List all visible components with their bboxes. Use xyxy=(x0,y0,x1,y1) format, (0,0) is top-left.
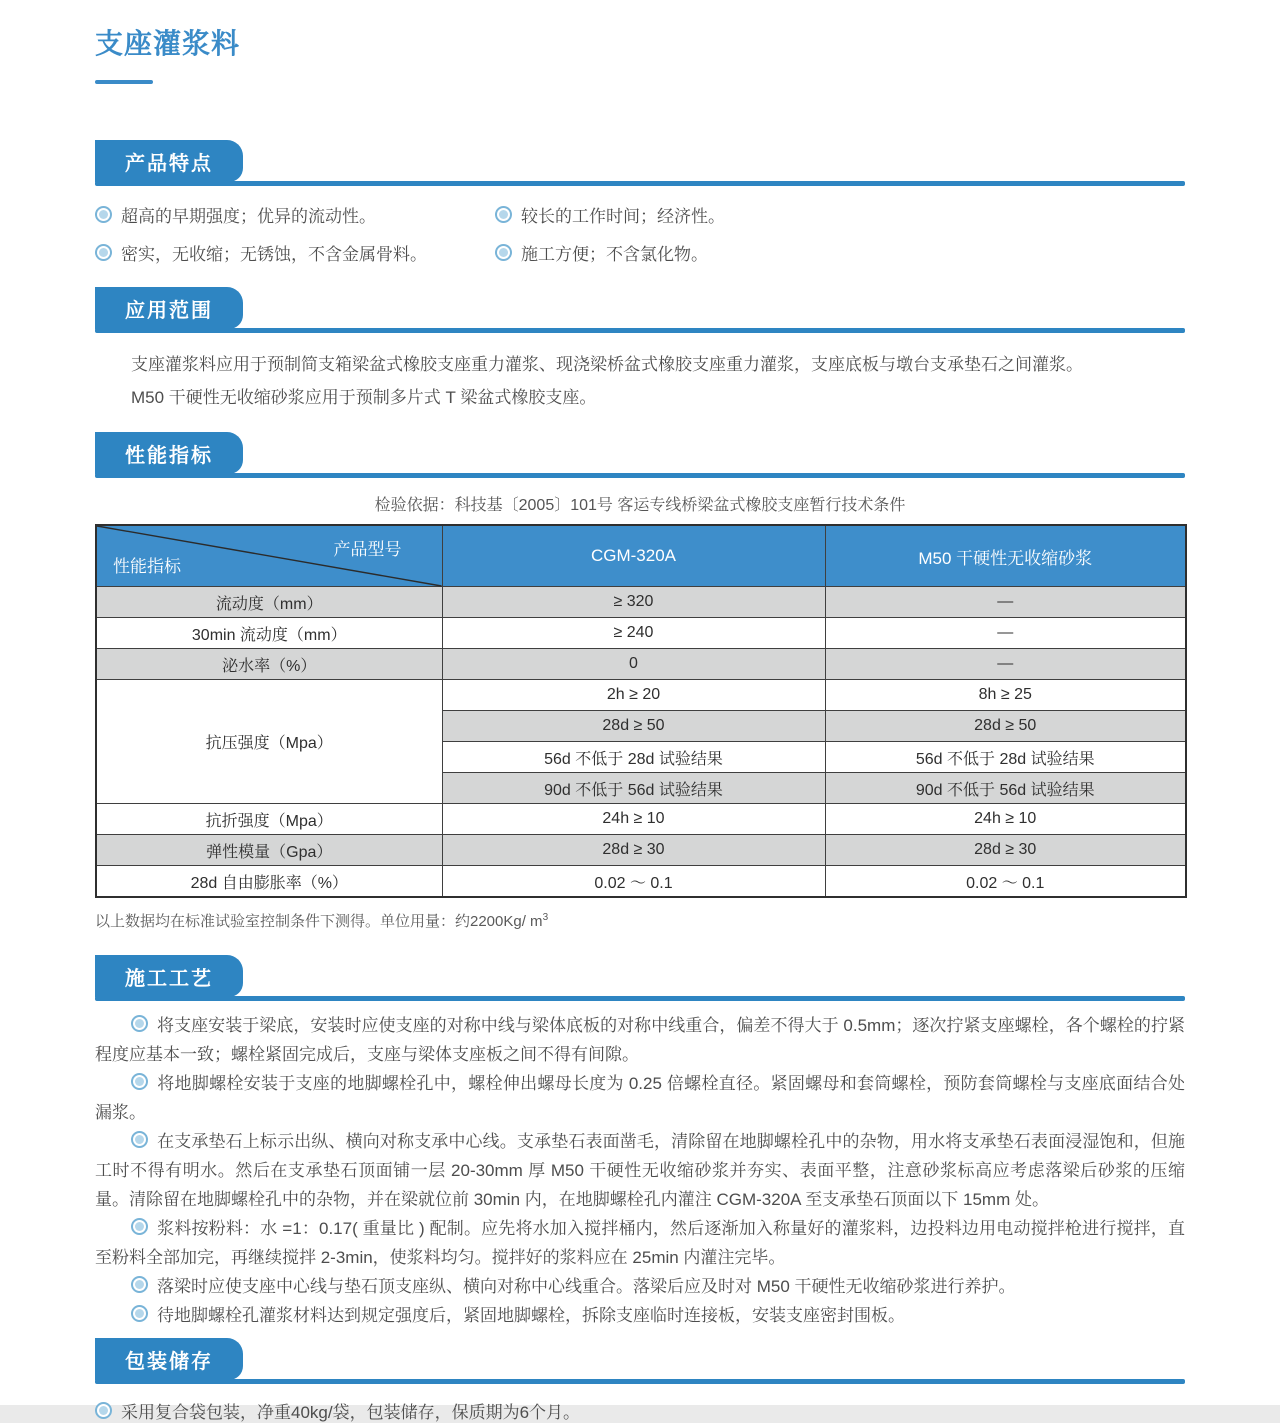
construction-step xyxy=(95,1069,1185,1127)
bullet-ring-dot xyxy=(135,1135,144,1144)
feature-text: 密实，无收缩；无锈蚀，不含金属骨料。 xyxy=(121,245,427,264)
tab-features: 产品特点 xyxy=(95,140,243,182)
construction-step xyxy=(95,1011,1185,1069)
page-title: 支座灌浆料 xyxy=(95,28,241,59)
section-divider-line xyxy=(95,473,1185,478)
section-packaging-header xyxy=(95,1338,1185,1384)
cell-value: — xyxy=(825,649,1186,680)
construction-step-text: 将支座安装于梁底，安装时应使支座的对称中线与梁体底板的对称中线重合，偏差不得大于 0.5mm；逐次拧紧支座螺栓，各个螺栓的拧紧程度应基本一致；螺栓紧固完成后，支座与梁体支座板之间不得有间隙。 xyxy=(95,1016,1185,1064)
table-row xyxy=(96,587,1186,618)
feature-text: 超高的早期强度；优异的流动性。 xyxy=(121,207,376,226)
cell-value: 8h ≥ 25 xyxy=(825,680,1186,711)
column-header-cgm320a: CGM-320A xyxy=(442,525,825,587)
bullet-ring-dot xyxy=(135,1280,144,1289)
bullet-ring-dot xyxy=(499,210,508,219)
construction-step-text: 浆料按粉料：水 =1：0.17( 重量比 ) 配制。应先将水加入搅拌桶内，然后逐渐加入称量好的灌浆料，边投料边用电动搅拌枪进行搅拌，直至粉料全部加完，再继续搅拌 2-3min，使浆料均匀。搅拌好的浆料应在 25min 内灌注完毕。 xyxy=(95,1219,1185,1267)
construction-step-text: 在支承垫石上标示出纵、横向对称支承中心线。支承垫石表面凿毛，清除留在地脚螺栓孔中的杂物，用水将支承垫石表面浸湿饱和，但施工时不得有明水。然后在支承垫石顶面铺一层 20-30mm 厚 M50 干硬性无收缩砂浆并夯实、表面平整，注意砂浆标高应考虑落梁后砂浆的压缩量。清除留在地脚螺栓孔中的杂物，并在梁就位前 30min 内，在地脚螺栓孔内灌注 CGM-320A 至支承垫石顶面以下 15mm 处。 xyxy=(95,1132,1185,1209)
cell-value: — xyxy=(825,618,1186,649)
table-footnote xyxy=(95,910,1185,931)
section-divider-line xyxy=(95,328,1185,333)
construction-step xyxy=(95,1214,1185,1272)
bullet-ring-icon xyxy=(131,1305,148,1322)
bullet-ring-icon xyxy=(131,1131,148,1148)
construction-step-text: 待地脚螺栓孔灌浆材料达到规定强度后，紧固地脚螺栓，拆除支座临时连接板，安装支座密封围板。 xyxy=(157,1306,905,1325)
table-row xyxy=(96,804,1186,835)
bullet-ring-icon xyxy=(95,244,112,261)
footnote-text: 以上数据均在标准试验室控制条件下测得。单位用量：约2200Kg/ m xyxy=(95,913,543,930)
feature-text: 施工方便；不含氯化物。 xyxy=(521,245,708,264)
bullet-ring-dot xyxy=(99,1406,108,1415)
cell-value: ≥ 240 xyxy=(442,618,825,649)
section-construction-header xyxy=(95,955,1185,1001)
tab-application: 应用范围 xyxy=(95,287,243,329)
table-row xyxy=(96,680,1186,711)
section-divider-line xyxy=(95,1379,1185,1384)
table-header-row xyxy=(96,525,1186,587)
section-features-header xyxy=(95,140,1185,186)
feature-item xyxy=(95,240,495,265)
corner-label-performance-index: 性能指标 xyxy=(113,557,181,576)
row-label: 流动度（mm） xyxy=(96,587,442,618)
cell-value: ≥ 320 xyxy=(442,587,825,618)
construction-step xyxy=(95,1127,1185,1214)
tab-packaging: 包装储存 xyxy=(95,1338,243,1380)
construction-step xyxy=(95,1272,1185,1301)
cell-value: 56d 不低于 28d 试验结果 xyxy=(825,742,1186,773)
table-corner-cell xyxy=(96,525,442,587)
table-row xyxy=(96,835,1186,866)
construction-step xyxy=(95,1301,1185,1330)
cell-value: 90d 不低于 56d 试验结果 xyxy=(825,773,1186,804)
application-paragraph: 支座灌浆料应用于预制简支箱梁盆式橡胶支座重力灌浆、现浇梁桥盆式橡胶支座重力灌浆，支座底板与墩台支承垫石之间灌浆。 xyxy=(131,355,1083,374)
bullet-ring-dot xyxy=(135,1309,144,1318)
bullet-ring-dot xyxy=(499,248,508,257)
cell-value: 28d ≥ 50 xyxy=(442,711,825,742)
row-label: 28d 自由膨胀率（%） xyxy=(96,866,442,898)
feature-item xyxy=(495,202,1185,227)
cell-value: 0.02 ～ 0.1 xyxy=(442,866,825,898)
cell-value: 2h ≥ 20 xyxy=(442,680,825,711)
construction-step-text: 落梁时应使支座中心线与垫石顶支座纵、横向对称中心线重合。落梁后应及时对 M50 干硬性无收缩砂浆进行养护。 xyxy=(157,1277,1016,1296)
packaging-text-row xyxy=(95,1398,1185,1423)
row-label: 30min 流动度（mm） xyxy=(96,618,442,649)
cell-value: 0.02 ～ 0.1 xyxy=(825,866,1186,898)
cell-value: 90d 不低于 56d 试验结果 xyxy=(442,773,825,804)
bullet-ring-dot xyxy=(99,210,108,219)
application-text xyxy=(95,348,1185,414)
table-row xyxy=(96,866,1186,898)
bullet-ring-icon xyxy=(131,1218,148,1235)
bullet-ring-dot xyxy=(135,1222,144,1231)
table-row xyxy=(96,649,1186,680)
bullet-ring-icon xyxy=(95,1402,112,1419)
row-label: 抗折强度（Mpa） xyxy=(96,804,442,835)
row-label: 泌水率（%） xyxy=(96,649,442,680)
cell-value: 0 xyxy=(442,649,825,680)
performance-table xyxy=(95,524,1187,898)
tab-construction: 施工工艺 xyxy=(95,955,243,997)
application-paragraph: M50 干硬性无收缩砂浆应用于预制多片式 T 梁盆式橡胶支座。 xyxy=(131,388,597,407)
construction-step-text: 将地脚螺栓安装于支座的地脚螺栓孔中，螺栓伸出螺母长度为 0.25 倍螺栓直径。紧固螺母和套筒螺栓，预防套筒螺栓与支座底面结合处漏浆。 xyxy=(95,1074,1185,1122)
tab-performance: 性能指标 xyxy=(95,432,243,474)
row-label: 弹性模量（Gpa） xyxy=(96,835,442,866)
cell-value: 28d ≥ 30 xyxy=(825,835,1186,866)
feature-item xyxy=(95,202,495,227)
bullet-ring-icon xyxy=(95,206,112,223)
packaging-text: 采用复合袋包装，净重40kg/袋，包装储存，保质期为6个月。 xyxy=(121,1403,581,1422)
bullet-ring-dot xyxy=(135,1077,144,1086)
section-divider-line xyxy=(95,181,1185,186)
cell-value: 24h ≥ 10 xyxy=(442,804,825,835)
cell-value: 24h ≥ 10 xyxy=(825,804,1186,835)
feature-text: 较长的工作时间；经济性。 xyxy=(521,207,725,226)
title-underline xyxy=(95,80,153,84)
bullet-ring-dot xyxy=(135,1019,144,1028)
bullet-ring-icon xyxy=(131,1015,148,1032)
bullet-ring-icon xyxy=(495,206,512,223)
bullet-ring-dot xyxy=(99,248,108,257)
row-label-compressive-strength: 抗压强度（Mpa） xyxy=(96,680,442,804)
section-application-header xyxy=(95,287,1185,333)
cell-value: 28d ≥ 30 xyxy=(442,835,825,866)
feature-list xyxy=(95,202,1185,265)
column-header-m50: M50 干硬性无收缩砂浆 xyxy=(825,525,1186,587)
section-divider-line xyxy=(95,996,1185,1001)
bullet-ring-icon xyxy=(131,1276,148,1293)
construction-steps xyxy=(95,1011,1185,1330)
cell-value: 28d ≥ 50 xyxy=(825,711,1186,742)
feature-item xyxy=(495,240,1185,265)
bullet-ring-icon xyxy=(495,244,512,261)
test-basis-text: 检验依据：科技基〔2005〕101号 客运专线桥梁盆式橡胶支座暂行技术条件 xyxy=(374,497,906,514)
bullet-ring-icon xyxy=(131,1073,148,1090)
footnote-superscript: 3 xyxy=(542,912,549,923)
cell-value: 56d 不低于 28d 试验结果 xyxy=(442,742,825,773)
table-row xyxy=(96,618,1186,649)
section-performance-header xyxy=(95,432,1185,478)
corner-label-product-model: 产品型号 xyxy=(333,540,402,559)
cell-value: — xyxy=(825,587,1186,618)
